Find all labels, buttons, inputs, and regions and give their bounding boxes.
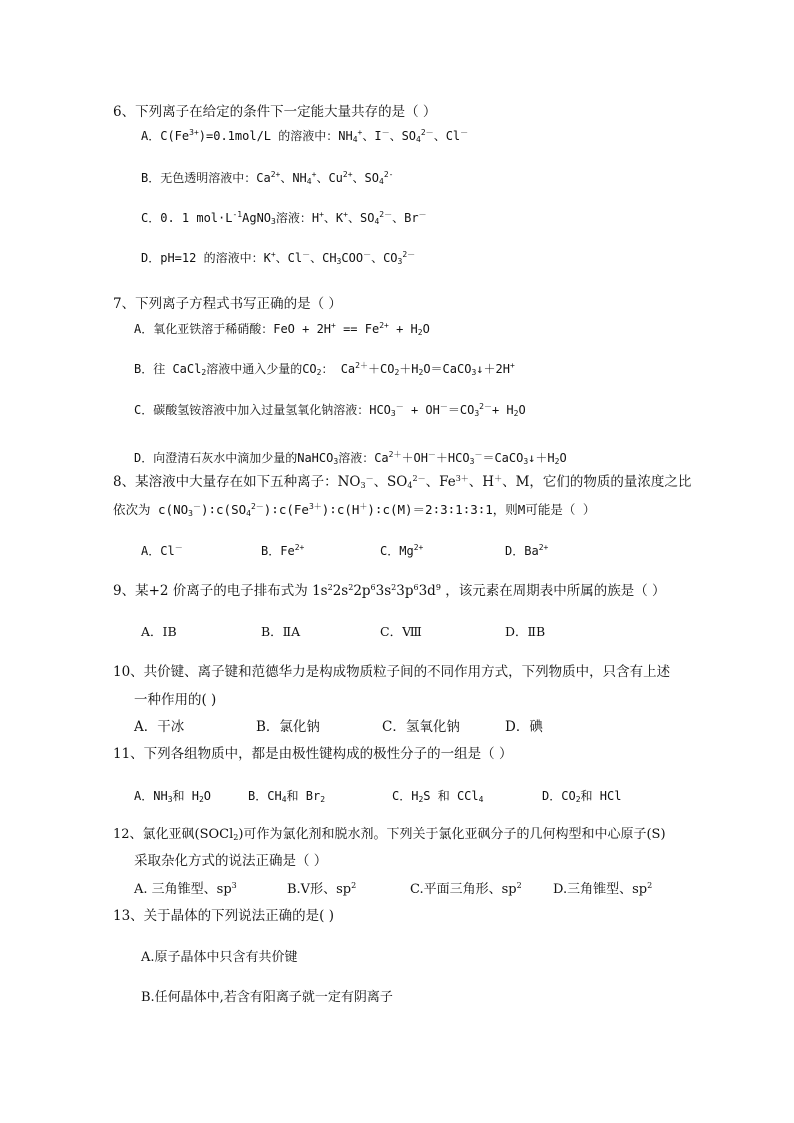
q8-option-b[interactable]: B．$Fe^{2+}$ bbox=[261, 543, 305, 558]
q10-option-a[interactable]: A．干冰 bbox=[134, 719, 185, 735]
q6-option-d[interactable]: D．pH=12 的溶液中：K+、Cl－、$CH_3COO^-$、$CO_3^{2-}$ bbox=[141, 250, 416, 266]
q9-option-d[interactable]: D．ⅡB bbox=[505, 624, 546, 639]
q12-option-d[interactable]: D.三角锥型、$sp^2$ bbox=[553, 881, 653, 897]
q6-option-a[interactable]: A．$C(Fe^{3+})=0.1mol/L$ 的溶液中：$NH_4^+$、I－、$SO_4^{2-}$、Cl－ bbox=[141, 128, 469, 144]
q8-option-a[interactable]: A．Cl－ bbox=[141, 543, 183, 558]
q13-option-b[interactable]: B.任何晶体中,若含有阳离子就一定有阴离子 bbox=[141, 990, 393, 1005]
q7-option-c[interactable]: C．碳酸氢铵溶液中加入过量氢氧化钠溶液：$HCO_3^- + OH^-=CO_3^{2-}+ H_2O$ bbox=[134, 402, 526, 418]
q12-option-c[interactable]: C.平面三角形、$sp^2$ bbox=[410, 881, 522, 897]
q8-stem-line1: 8、某溶液中大量存在如下五种离子：$NO_3^-$、$SO_4^{2-}$、$Fe^{3+}$、H＋、M，它们的物质的量浓度之比 bbox=[113, 474, 692, 490]
q6-stem: 6、下列离子在给定的条件下一定能大量共存的是（ ） bbox=[113, 104, 437, 120]
q11-option-c[interactable]: C．$H_2S$ 和 CCl$_4$ bbox=[392, 789, 484, 804]
q11-option-a[interactable]: A．$NH_3$和 $H_2O$ bbox=[134, 789, 212, 804]
q12-stem-line2: 采取杂化方式的说法正确是（ ） bbox=[134, 853, 328, 869]
q12-stem-line1: 12、氯化亚砜(SOCl$_2$)可作为氯化剂和脱水剂。下列关于氯化亚砜分子的几何构型和中心原子(S) bbox=[113, 827, 666, 842]
q7-option-a[interactable]: A．氧化亚铁溶于稀硝酸：FeO + $2H^+ == Fe^{2+} + H_2O$ bbox=[134, 321, 430, 337]
q7-option-b[interactable]: B．往 CaCl$_2$溶液中通入少量的$CO_2$： $Ca^{2+}+CO_2+H_2O=CaCO_3↓+2H^+$ bbox=[134, 361, 515, 377]
q11-stem: 11、下列各组物质中，都是由极性键构成的极性分子的一组是（ ） bbox=[113, 746, 513, 762]
q9-option-c[interactable]: C．Ⅷ bbox=[380, 624, 422, 639]
q6-option-b[interactable]: B．无色透明溶液中：$Ca^{2+}$、$NH_4^+$、$Cu^{2+}$、$SO_4^{2-}$ bbox=[141, 170, 394, 186]
q10-option-b[interactable]: B．氯化钠 bbox=[256, 719, 320, 735]
q10-stem-line2: 一种作用的( ) bbox=[134, 692, 217, 708]
q10-option-c[interactable]: C．氢氧化钠 bbox=[382, 719, 460, 735]
q10-stem-line1: 10、共价键、离子键和范德华力是构成物质粒子间的不同作用方式，下列物质中，只含有上述 bbox=[113, 664, 671, 680]
q10-option-d[interactable]: D．碘 bbox=[505, 719, 543, 735]
q6-option-c[interactable]: C．0. 1 $mol\cdot L^{-1}AgNO_3$溶液：H+、K+、$SO_4^{2-}$、Br－ bbox=[141, 210, 427, 226]
q13-option-a[interactable]: A.原子晶体中只含有共价键 bbox=[141, 950, 298, 965]
q8-option-c[interactable]: C．$Mg^{2+}$ bbox=[380, 543, 424, 558]
q7-stem: 7、下列离子方程式书写正确的是（ ） bbox=[113, 296, 342, 312]
q12-option-a[interactable]: A. 三角锥型、$sp^3$ bbox=[134, 881, 237, 897]
q9-option-b[interactable]: B．ⅡA bbox=[261, 624, 301, 639]
q9-stem: 9、某+2 价离子的电子排布式为 $1s^22s^22p^63s^23p^63d^9$ ，该元素在周期表中所属的族是（ ） bbox=[113, 583, 666, 599]
q11-option-d[interactable]: D．$CO_2$和 HCl bbox=[542, 789, 622, 804]
q11-option-b[interactable]: B．$CH_4$和 $Br_2$ bbox=[248, 789, 326, 804]
q8-stem-line2: 依次为 $c(NO_3^-)∶c(SO_4^{2-})∶c(Fe^{3+})∶c(H^+)∶c(M)=2∶3∶1∶3∶1$，则M可能是（ ） bbox=[113, 502, 596, 518]
q12-option-b[interactable]: B.V形、$sp^2$ bbox=[287, 881, 357, 897]
q13-stem: 13、关于晶体的下列说法正确的是( ) bbox=[113, 908, 335, 924]
q8-option-d[interactable]: D．$Ba^{2+}$ bbox=[505, 543, 549, 558]
q7-option-d[interactable]: D．向澄清石灰水中滴加少量的NaHCO$_3$溶液：$Ca^{2+}+OH^-+HCO_3^-=CaCO_3↓+H_2O$ bbox=[134, 450, 567, 466]
q9-option-a[interactable]: A．ⅠB bbox=[141, 624, 177, 639]
